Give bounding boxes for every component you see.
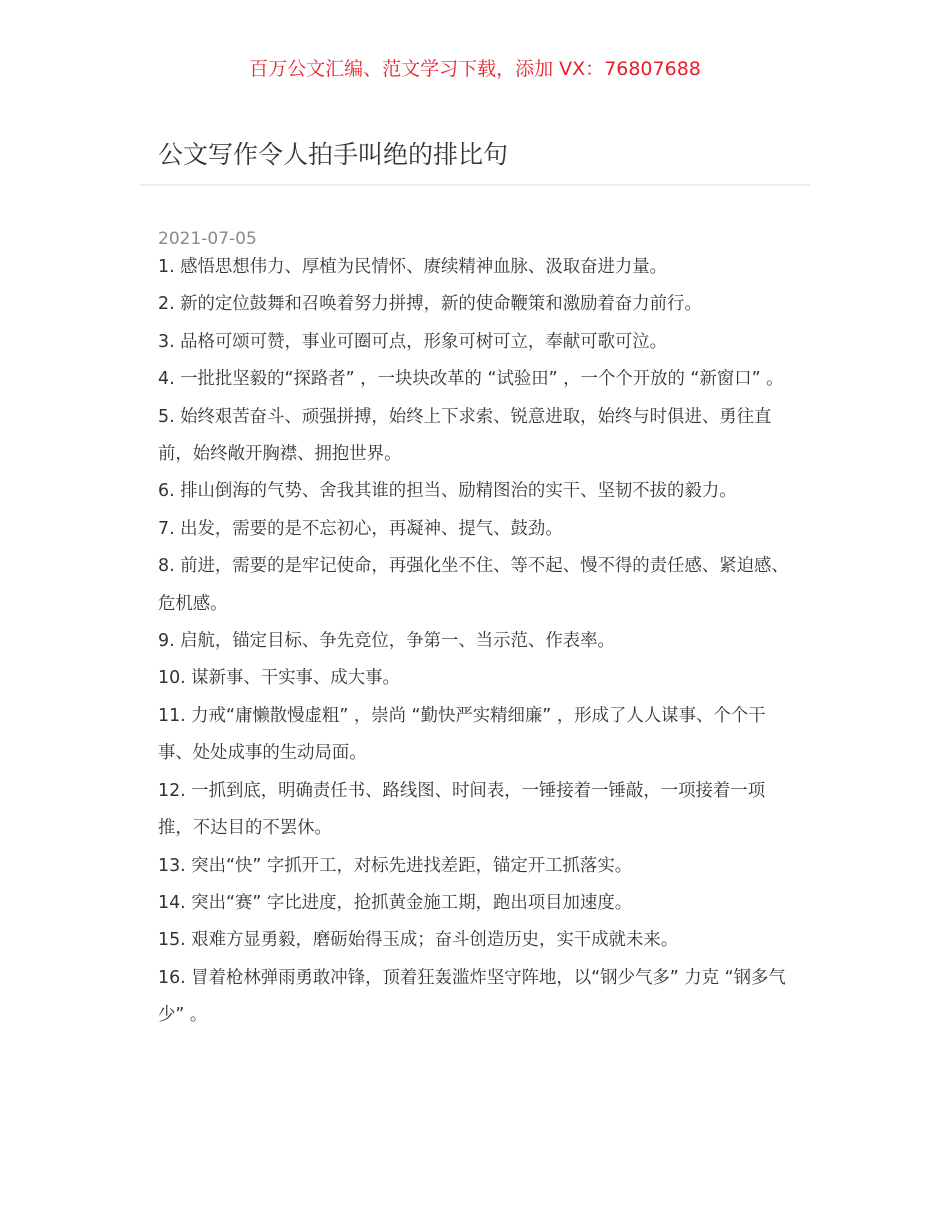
list-item: 10. 谋新事、干实事、成大事。 — [158, 668, 400, 689]
list-item: 2. 新的定位鼓舞和召唤着努力拼搏，新的使命鞭策和激励着奋力前行。 — [158, 294, 702, 315]
list-item: 7. 出发，需要的是不忘初心，再凝神、提气、鼓劲。 — [158, 518, 563, 539]
list-item: 8. 前进，需要的是牢记使命，再强化坐不住、等不起、慢不得的责任感、紧迫感、危机感。 — [158, 556, 789, 614]
list-item: 1. 感悟思想伟力、厚植为民情怀、赓续精神血脉、汲取奋进力量。 — [158, 257, 668, 277]
article-date: 2021-07-05 — [158, 229, 257, 249]
title-divider — [140, 184, 810, 186]
article-body — [158, 249, 798, 1035]
list-item: 15. 艰难方显勇毅，磨砺始得玉成；奋斗创造历史，实干成就未来。 — [158, 930, 679, 951]
watermark-banner: 百万公文汇编、范文学习下载，添加 VX：76807688 — [249, 58, 701, 80]
list-item: 6. 排山倒海的气势、舍我其谁的担当、励精图治的实干、坚韧不拔的毅力。 — [158, 481, 737, 502]
list-item: 12. 一抓到底，明确责任书、路线图、时间表，一锤接着一锤敲，一项接着一项推，不达目的不罢休。 — [158, 780, 766, 839]
article-title: 公文写作令人拍手叫绝的排比句 — [158, 140, 509, 169]
list-item: 4. 一批批坚毅的“探路者” ，一块块改革的 “试验田” ，一个个开放的 “新窗口” 。 — [158, 369, 784, 390]
list-item: 9. 启航，锚定目标、争先竞位，争第一、当示范、作表率。 — [158, 631, 615, 652]
list-item: 13. 突出“快” 字抓开工，对标先进找差距，锚定开工抓落实。 — [158, 855, 633, 876]
list-item: 5. 始终艰苦奋斗、顽强拼搏，始终上下求索、锐意进取，始终与时俱进、勇往直前，始终敞开胸襟、拥抱世界。 — [158, 406, 772, 465]
list-item: 16. 冒着枪林弹雨勇敢冲锋，顶着狂轰滥炸坚守阵地，以“钢少气多” 力克 “钢多气少” 。 — [158, 967, 786, 1026]
list-item: 3. 品格可颂可赞，事业可圈可点，形象可树可立，奉献可歌可泣。 — [158, 331, 668, 352]
list-item: 11. 力戒“庸懒散慢虚粗” ，崇尚 “勤快严实精细廉” ，形成了人人谋事、个个干事、处处成事的生动局面。 — [158, 705, 766, 764]
list-item: 14. 突出“赛” 字比进度，抢抓黄金施工期，跑出项目加速度。 — [158, 892, 633, 913]
